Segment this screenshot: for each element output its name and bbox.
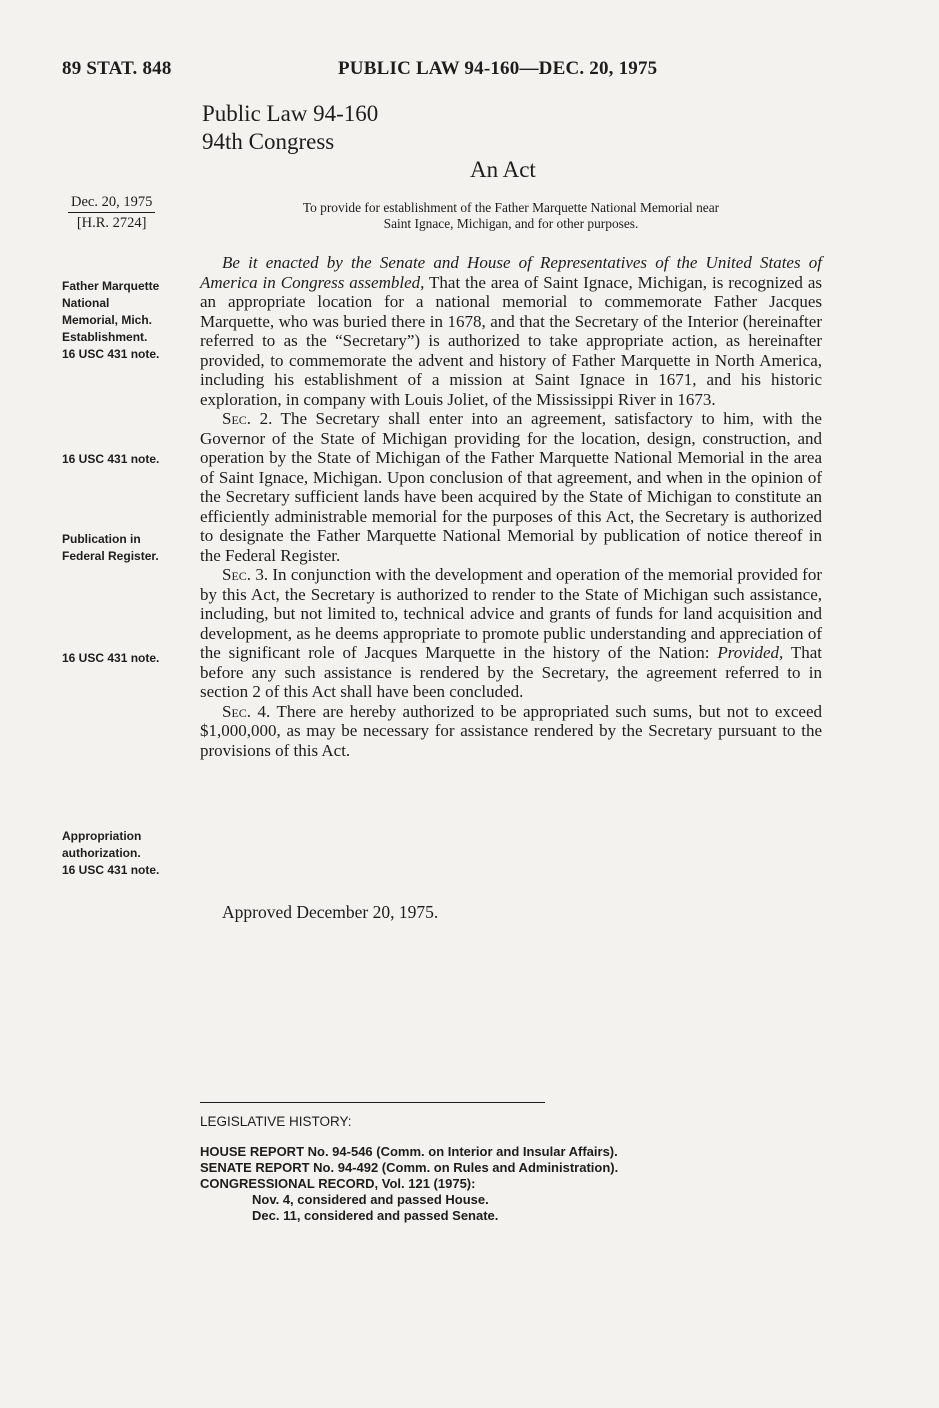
purpose-line: Saint Ignace, Michigan, and for other purposes. — [383, 216, 639, 231]
purpose-line: To provide for establishment of the Father Marquette National Memorial near — [302, 200, 720, 215]
record-entry-senate: Dec. 11, considered and passed Senate. — [252, 1208, 499, 1223]
divider-rule — [200, 1102, 545, 1103]
enactment-date-block — [68, 192, 155, 233]
record-entry-house: Nov. 4, considered and passed House. — [252, 1192, 489, 1207]
purpose-statement — [200, 200, 822, 232]
section-3-text-cont: That before any such assistance is rendered by the Secretary, the agreement referred to in section 2 of this Act shall have been concluded. — [200, 643, 822, 701]
note-line: 16 USC 431 note. — [62, 651, 160, 665]
note-line: Memorial, Mich. — [62, 313, 153, 327]
public-law-number: Public Law 94-160 — [202, 101, 379, 126]
margin-note-appropriation — [62, 828, 187, 879]
section-2 — [200, 409, 822, 565]
enactment-date: Dec. 20, 1975 — [68, 192, 155, 213]
section-4 — [200, 702, 822, 761]
section-1 — [200, 253, 822, 409]
note-line: Appropriation — [62, 829, 142, 843]
stat-page-number: 89 STAT. 848 — [62, 58, 172, 79]
approval-date: Approved December 20, 1975. — [222, 902, 439, 922]
note-line: Federal Register. — [62, 549, 159, 563]
note-line: 16 USC 431 note. — [62, 452, 160, 466]
section-2-label: Sec. 2. — [222, 409, 273, 428]
section-3-text: In conjunction with the development and operation of the memorial provided for by this Act, the Secretary is authorized to render to the State of Michigan such assistance, including, but not limited to, technical advice and grants of funds for land acquisition and development, as he deems appropriate to promote public understanding and appreciation of the significant role of Jacques Marquette in the history of the Nation: — [200, 565, 822, 662]
note-line: 16 USC 431 note. — [62, 347, 160, 361]
note-line: 16 USC 431 note. — [62, 863, 160, 877]
note-line: Establishment. — [62, 330, 148, 344]
act-heading: An Act — [470, 157, 536, 182]
enacting-clause: Be it enacted by the Senate and House of Representatives of the United States of America in Congress assembled, — [200, 253, 822, 292]
note-line: National — [62, 296, 110, 310]
note-line: authorization. — [62, 846, 141, 860]
running-header: PUBLIC LAW 94-160—DEC. 20, 1975 — [338, 58, 658, 79]
section-4-label: Sec. 4. — [222, 701, 271, 721]
margin-note-publication — [62, 531, 187, 565]
law-title-block — [202, 100, 378, 156]
section-3-label: Sec. 3. — [222, 565, 269, 584]
congress-number: 94th Congress — [202, 129, 335, 154]
house-report: HOUSE REPORT No. 94-546 (Comm. on Interior and Insular Affairs). — [200, 1144, 618, 1159]
section-4-text: There are hereby authorized to be appropriated such sums, but not to exceed $1,000,000, as may be necessary for assistance rendered by the Secretary pursuant to the provisions of this Act. — [200, 701, 823, 760]
provided-proviso: Provided, — [709, 643, 784, 662]
note-line: Father Marquette — [62, 279, 160, 293]
section-3 — [200, 565, 822, 702]
senate-report: SENATE REPORT No. 94-492 (Comm. on Rules and Administration). — [200, 1160, 619, 1175]
legislative-history-heading: LEGISLATIVE HISTORY: — [200, 1114, 352, 1129]
margin-note-memorial — [62, 278, 187, 363]
margin-note-sec3 — [62, 650, 187, 667]
congressional-record: CONGRESSIONAL RECORD, Vol. 121 (1975): — [200, 1176, 476, 1191]
margin-note-sec2 — [62, 451, 187, 468]
section-2-text: The Secretary shall enter into an agreement, satisfactory to him, with the Governor of the State of Michigan providing for the location, design, construction, and operation by the State of Michigan of the Father Marquette National Memorial in the area of Saint Ignace, Michigan. Upon conclusion of that agreement, and when in the opinion of the Secretary sufficient lands have been acquired by the State of Michigan to constitute an efficiently administrable memorial for the purposes of this Act, the Secretary is authorized to designate the Father Marquette National Memorial by publication of notice thereof in the Federal Register. — [200, 409, 822, 565]
legislative-history-list — [200, 1144, 618, 1224]
section-1-text: That the area of Saint Ignace, Michigan, is recognized as an appropriate location for a national memorial to commemorate Father Jacques Marquette, who was buried there in 1678, and that the Secretary of the Interior (hereinafter referred to as the “Secretary”) is authorized to take appropriate action, as hereinafter provided, to commemorate the advent and history of Father Marquette in North America, including his establishment of a mission at Saint Ignace in 1671, and his historic exploration, in company with Louis Joliet, of the Mississippi River in 1673. — [200, 272, 822, 409]
act-body — [200, 253, 822, 760]
note-line: Publication in — [62, 532, 141, 546]
bill-number: [H.R. 2724] — [76, 215, 147, 231]
